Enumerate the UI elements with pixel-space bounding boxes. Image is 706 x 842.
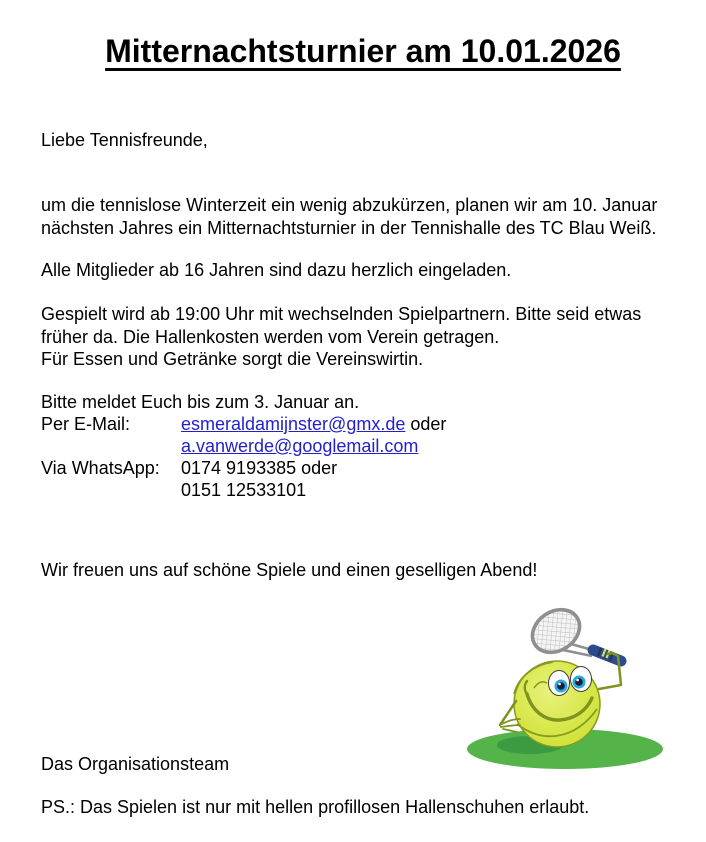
closing-line: Wir freuen uns auf schöne Spiele und einen geselligen Abend!	[41, 560, 538, 580]
whatsapp-row-1	[41, 457, 446, 479]
tennis-ball-mascot-image	[462, 598, 672, 778]
email-row-2	[41, 435, 446, 457]
intro-line-1: um die tennislose Winterzeit ein wenig abzukürzen, planen wir am 10. Januar	[41, 195, 658, 215]
page-title: Mitternachtsturnier am 10.01.2026	[105, 33, 621, 69]
registration-intro: Bitte meldet Euch bis zum 3. Januar an.	[41, 392, 360, 412]
details-line-2: früher da. Die Hallenkosten werden vom Verein getragen.	[41, 326, 500, 347]
email-value-1	[181, 413, 446, 435]
email-link-1[interactable]: esmeraldamijnster@gmx.de	[181, 414, 406, 434]
email-label: Per E-Mail:	[41, 414, 131, 434]
details-line-3: Für Essen und Getränke sorgt die Vereinswirtin.	[41, 349, 424, 369]
ps-line: PS.: Das Spielen ist nur mit hellen profillosen Hallenschuhen erlaubt.	[41, 797, 590, 817]
details-line-1: Gespielt wird ab 19:00 Uhr mit wechselnden Spielpartnern. Bitte seid etwas	[41, 304, 642, 324]
phone-number-1: 0174 9193385	[181, 458, 297, 478]
email-link-2[interactable]: a.vanwerde@googlemail.com	[181, 436, 419, 456]
intro-line-2: nächsten Jahres ein Mitternachtsturnier in der Tennishalle des TC Blau Weiß.	[41, 217, 657, 238]
whatsapp-label: Via WhatsApp:	[41, 458, 160, 478]
details-paragraph	[41, 303, 641, 371]
tennis-racket-icon	[524, 601, 621, 661]
salutation: Liebe Tennisfreunde,	[41, 130, 208, 150]
whatsapp-row-2	[41, 479, 446, 501]
intro-paragraph	[41, 194, 657, 239]
oder-text-2: oder	[301, 458, 338, 478]
registration-block	[41, 391, 446, 501]
phone-value-1	[181, 457, 337, 479]
phone-number-2: 0151 12533101	[181, 480, 307, 500]
whatsapp-label-spacer	[41, 479, 181, 501]
email-row-1	[41, 413, 446, 435]
email-label-spacer	[41, 435, 181, 457]
oder-text-1: oder	[410, 414, 447, 434]
tennis-ball-mascot-svg	[462, 598, 672, 778]
signature-line: Das Organisationsteam	[41, 754, 230, 774]
invitation-line: Alle Mitglieder ab 16 Jahren sind dazu herzlich eingeladen.	[41, 260, 512, 280]
